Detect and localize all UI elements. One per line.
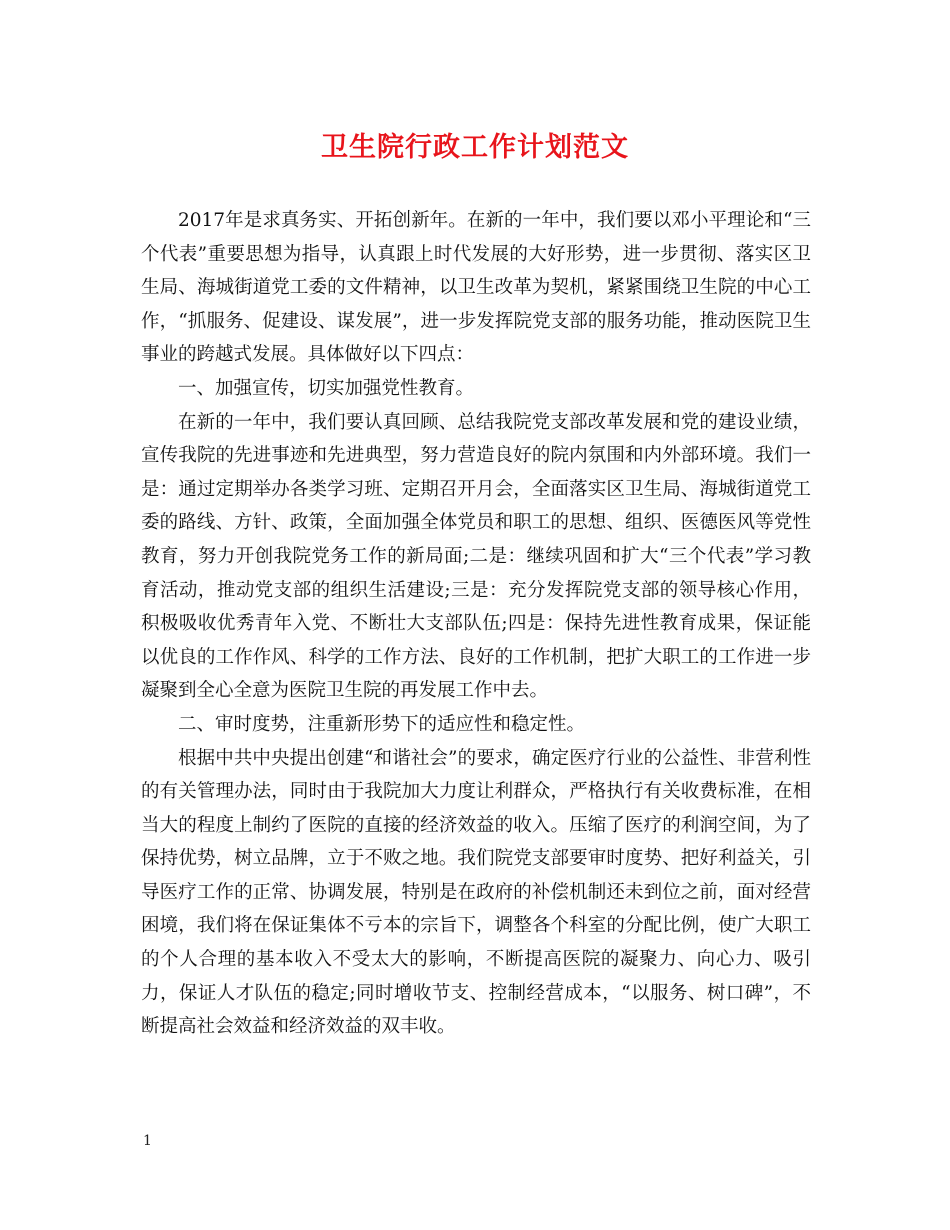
page-number: 1 bbox=[143, 1133, 152, 1149]
document-body bbox=[141, 204, 811, 1044]
paragraph-section-2: 根据中共中央提出创建“和谐社会”的要求，确定医疗行业的公益性、非营利性的有关管理办法，同时由于我院加大力度让利群众，严格执行有关收费标准，在相当大的程度上制约了医院的直接的经济效益的收入。压缩了医疗的利润空间，为了保持优势，树立品牌，立于不败之地。我们院党支部要审时度势、把好利益关，引导医疗工作的正常、协调发展，特别是在政府的补偿机制还未到位之前，面对经营困境，我们将在保证集体不亏本的宗旨下，调整各个科室的分配比例，使广大职工的个人合理的基本收入不受太大的影响，不断提高医院的凝聚力、向心力、吸引力，保证人才队伍的稳定;同时增收节支、控制经营成本，“以服务、树口碑”，不断提高社会效益和经济效益的双丰收。 bbox=[141, 747, 811, 1038]
section-heading-2: 二、审时度势，注重新形势下的适应性和稳定性。 bbox=[178, 713, 586, 735]
document-title: 卫生院行政工作计划范文 bbox=[321, 132, 629, 163]
paragraph-section-1: 在新的一年中，我们要认真回顾、总结我院党支部改革发展和党的建设业绩，宣传我院的先进事迹和先进典型，努力营造良好的院内氛围和内外部环境。我们一是：通过定期举办各类学习班、定期召开月会，全面落实区卫生局、海城街道党工委的路线、方针、政策，全面加强全体党员和职工的思想、组织、医德医风等党性教育，努力开创我院党务工作的新局面;二是：继续巩固和扩大“三个代表”学习教育活动，推动党支部的组织生活建设;三是：充分发挥院党支部的领导核心作用，积极吸收优秀青年入党、不断壮大支部队伍;四是：保持先进性教育成果，保证能以优良的工作作风、科学的工作方法、良好的工作机制，把扩大职工的工作进一步凝聚到全心全意为医院卫生院的再发展工作中去。 bbox=[141, 411, 811, 702]
paragraph-intro: 2017年是求真务实、开拓创新年。在新的一年中，我们要以邓小平理论和“三个代表”重要思想为指导，认真跟上时代发展的大好形势，进一步贯彻、落实区卫生局、海城街道党工委的文件精神，以卫生改革为契机，紧紧围绕卫生院的中心工作，“抓服务、促建设、谋发展”，进一步发挥院党支部的服务功能，推动医院卫生事业的跨越式发展。具体做好以下四点： bbox=[141, 210, 811, 366]
section-heading-1: 一、加强宣传，切实加强党性教育。 bbox=[178, 377, 475, 399]
